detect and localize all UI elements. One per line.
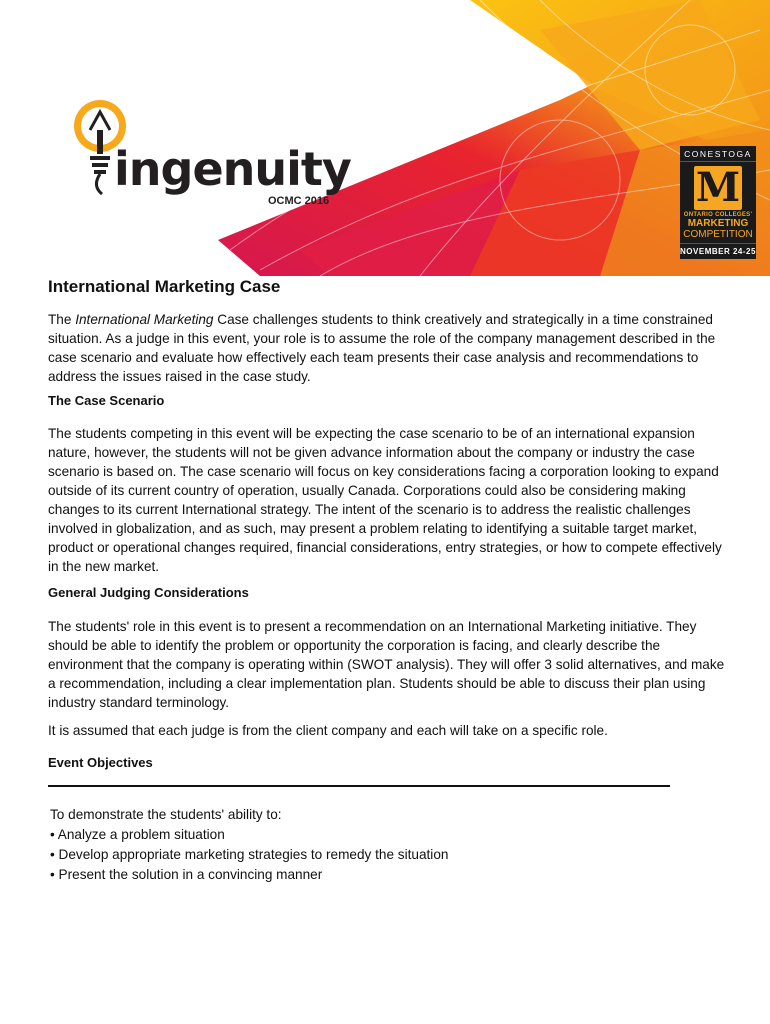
objectives-list <box>50 805 448 885</box>
badge-letter: M <box>695 164 741 211</box>
section-divider <box>48 785 670 787</box>
header-banner <box>0 0 770 276</box>
assumed-paragraph: It is assumed that each judge is from the client company and each will take on a specific role. <box>48 723 608 738</box>
badge-line2: MARKETING <box>687 218 749 229</box>
badge-date: NOVEMBER 24-25 <box>680 243 756 259</box>
badge-line3: COMPETITION <box>683 229 753 240</box>
list-item: • Analyze a problem situation <box>50 827 225 842</box>
intro-italic: International Marketing <box>75 312 214 327</box>
list-item: • Develop appropriate marketing strategies to remedy the situation <box>50 847 449 862</box>
heading-case-scenario: The Case Scenario <box>48 393 165 408</box>
scenario-paragraph: The students competing in this event will be expecting the case scenario to be of an international expansion nature, however, the students will not be given advance information about the company or industry the case scenario is based on. The case scenario will focus on key considerations facing a corporation looking to expand outside of its current country of operation, usually Canada. Corporations could also be considering making changes to its current International strategy. The intent of the scenario is to address the realistic challenges involved in globalization, and as such, may present a problem relating to identifying a suitable target market, product or operational changes required, financial considerations, entry strategies, or how to compete effectively in the new market. <box>48 426 722 574</box>
logo-subtitle: OCMC 2016 <box>268 195 330 207</box>
badge-header: CONESTOGA <box>680 146 756 162</box>
badge-line1: ONTARIO COLLEGES' <box>683 212 753 218</box>
objectives-intro: To demonstrate the students' ability to: <box>50 807 282 822</box>
list-item: • Present the solution in a convincing manner <box>50 867 323 882</box>
heading-judging: General Judging Considerations <box>48 585 249 600</box>
intro-prefix: The <box>48 312 76 327</box>
intro-rest: Case challenges students to think creatively and strategically in a time constrained situation. As a judge in this event, your role is to assume the role of the company management described in the case scenario and evaluate how effectively each team presents their case analysis and recommendations to address the issues raised in the case study. <box>48 312 716 384</box>
intro-paragraph <box>48 310 728 386</box>
logo-wordmark: ingenuity <box>114 142 351 196</box>
ingenuity-logo <box>72 82 352 212</box>
heading-objectives: Event Objectives <box>48 755 153 770</box>
document-title: International Marketing Case <box>48 277 281 296</box>
conestoga-badge <box>680 146 756 259</box>
judging-paragraph: The students' role in this event is to present a recommendation on an International Marketing initiative. They should be able to identify the problem or opportunity the corporation is facing, and clearly describe the environment that the company is operating within (SWOT analysis). They will offer 3 solid alternatives, and make a recommendation, including a clear implementation plan. Students should be able to discuss their plan using industry standard terminology. <box>48 619 725 710</box>
